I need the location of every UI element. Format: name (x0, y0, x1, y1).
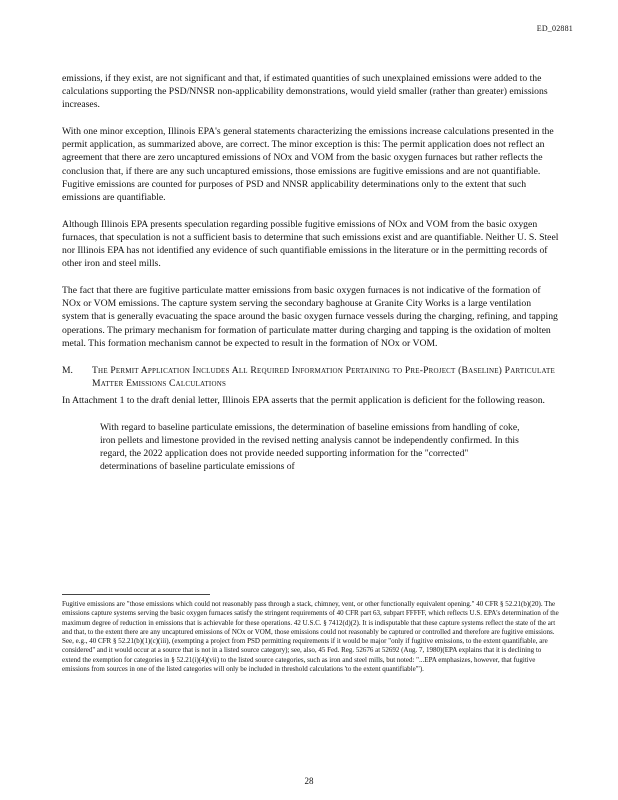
body-text (62, 72, 560, 473)
section-intro: In Attachment 1 to the draft denial letter, Illinois EPA asserts that the permit application is deficient for the following reason. (62, 395, 545, 407)
paragraph-2: With one minor exception, Illinois EPA's general statements characterizing the emissions increase calculations presented in the permit application, as summarized above, are correct. The minor exception is this: The permit application does not reflect an agreement that there are zero uncaptured emissions of NOx and VOM from the basic oxygen furnaces but rather reflects the conclusion that, if there are any such uncaptured emissions, those emissions are fugitive emissions and are not quantifiable. Fugitive emissions are counted for purposes of PSD and NNSR applicability determinations only to the extent that such emissions are quantifiable. (62, 126, 554, 203)
section-number: M. (62, 364, 73, 376)
page-number: 28 (304, 776, 314, 786)
section-title: The Permit Application Includes All Required Information Pertaining to Pre-Project (Baseline) Particulate Matter Emissions Calculations (92, 364, 555, 389)
footnotes (62, 600, 560, 674)
footnote-2: See, e.g., 40 CFR § 52.21(b)(1)(c)(iii), (exempting a project from PSD permitting requirements if it would be major "only if fugitive emissions, to the extent quantifiable, are considered" and it would occur at a source that is not in a listed source category); see, also, 45 Fed. Reg. 52676 at 52692 (Aug. 7, 1980)(EPA explains that it is declining to extend the exemption for categories in § 52.21(i)(4)(vii) to the listed source categories, such as iron and steel mills, but noted: "...EPA emphasizes, however, that fugitive emissions from sources in one of the listed categories will only be included in threshold calculations 'to the extent quantifiable'"). (62, 637, 548, 674)
paragraph-1: emissions, if they exist, are not significant and that, if estimated quantities of such unexplained emissions were added to the calculations supporting the PSD/NNSR non-applicability demonstrations, would yield smaller (rather than greater) emissions increases. (62, 73, 548, 111)
footnote-1: Fugitive emissions are "those emissions which could not reasonably pass through a stack, chimney, vent, or other functionally equivalent opening." 40 CFR § 52.21(b)(20). The emissions capture systems serving the basic oxygen furnaces satisfy the stringent requirements of 40 CFR part 63, subpart FFFFF, which reflects U.S. EPA's determination of the maximum degree of reduction in emissions that is achievable for these operations. 42 U.S.C. § 7412(d)(2). It is indisputable that these capture systems reflect the state of the art and that, to the extent there are any uncaptured emissions of NOx or VOM, those emissions could not reasonably be captured or controlled and therefore are fugitive emissions. (62, 600, 559, 636)
footnote-divider (62, 594, 210, 595)
document-id: ED_02881 (536, 24, 573, 33)
block-quote: With regard to baseline particulate emissions, the determination of baseline emissions from handling of coke, iron pellets and limestone provided in the revised netting analysis cannot be independently confirmed. In this regard, the 2022 application does not provide needed supporting information for the "corrected" determinations of baseline particulate emissions of (100, 422, 520, 473)
section-heading (62, 364, 560, 390)
paragraph-4: The fact that there are fugitive particulate matter emissions from basic oxygen furnaces is not indicative of the formation of NOx or VOM emissions. The capture system serving the secondary baghouse at Granite City Works is a large ventilation system that is generally evacuating the space around the basic oxygen furnace vessels during the charging, refining, and tapping operations. The primary mechanism for formation of particulate matter during charging and tapping is the oxidation of molten metal. This formation mechanism cannot be expected to result in the formation of NOx or VOM. (62, 285, 558, 349)
paragraph-3: Although Illinois EPA presents speculation regarding possible fugitive emissions of NOx and VOM from the basic oxygen furnaces, that speculation is not a sufficient basis to determine that such emissions exist and are quantifiable. Neither U. S. Steel nor Illinois EPA has not identified any evidence of such quantifiable emissions in the literature or in the permitting records of other iron and steel mills. (62, 218, 559, 270)
